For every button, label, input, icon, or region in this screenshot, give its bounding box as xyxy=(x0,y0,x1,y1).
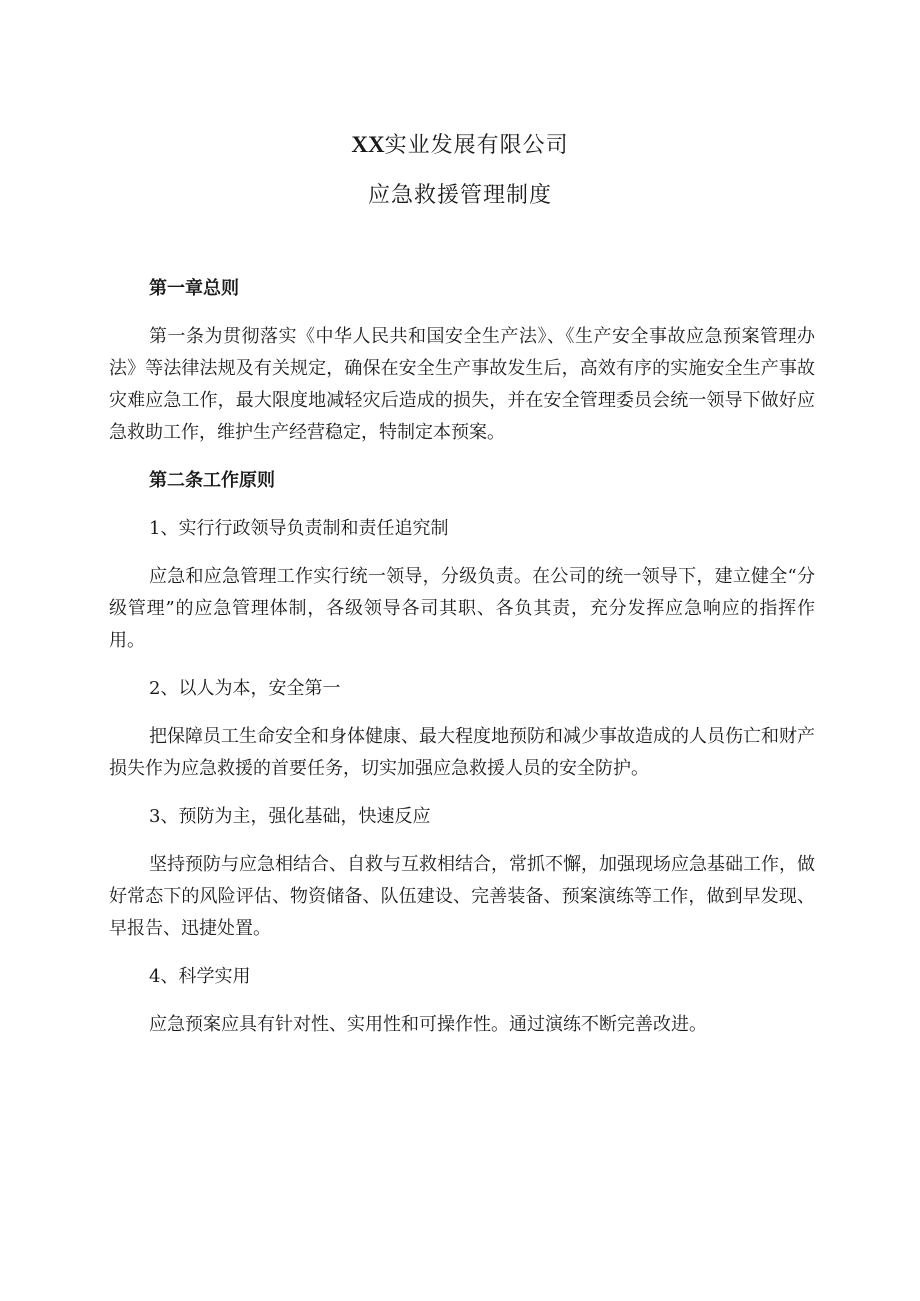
principle-3-heading: 3、预防为主，强化基础，快速反应 xyxy=(149,806,431,827)
company-name: 实业发展有限公司 xyxy=(384,133,569,158)
principle-2-heading: 2、以人为本，安全第一 xyxy=(149,678,341,699)
principle-4-heading: 4、科学实用 xyxy=(149,966,251,987)
principle-1-heading: 1、实行行政领导负责制和责任追究制 xyxy=(149,518,449,539)
document-title: 应急救援管理制度 xyxy=(367,183,552,208)
document-body xyxy=(109,273,815,1057)
principle-4-paragraph: 应急预案应具有针对性、实用性和可操作性。通过演练不断完善改进。 xyxy=(149,1014,707,1035)
principle-3-paragraph: 坚持预防与应急相结合、自救与互救相结合，常抓不懈，加强现场应急基础工作，做好常态下的风险评估、物资储备、队伍建设、完善装备、预案演练等工作，做到早发现、早报告、迅捷处置。 xyxy=(109,854,815,939)
article-2-heading: 第二条工作原则 xyxy=(149,470,275,491)
company-title xyxy=(0,128,920,159)
principle-1-paragraph: 应急和应急管理工作实行统一领导，分级负责。在公司的统一领导下，建立健全“分级管理”的应急管理体制，各级领导各司其职、各负其责，充分发挥应急响应的指挥作用。 xyxy=(109,566,815,651)
chapter-heading: 第一章总则 xyxy=(149,278,239,299)
principle-2-paragraph: 把保障员工生命安全和身体健康、最大程度地预防和减少事故造成的人员伤亡和财产损失作为应急救援的首要任务，切实加强应急救援人员的安全防护。 xyxy=(109,726,815,779)
company-prefix: XX xyxy=(351,132,385,157)
article-1-paragraph: 第一条为贯彻落实《中华人民共和国安全生产法》、《生产安全事故应急预案管理办法》等法律法规及有关规定，确保在安全生产事故发生后，高效有序的实施安全生产事故灾难应急工作，最大限度地减轻灾后造成的损失，并在安全管理委员会统一领导下做好应急救助工作，维护生产经营稳定，特制定本预案。 xyxy=(109,326,815,443)
